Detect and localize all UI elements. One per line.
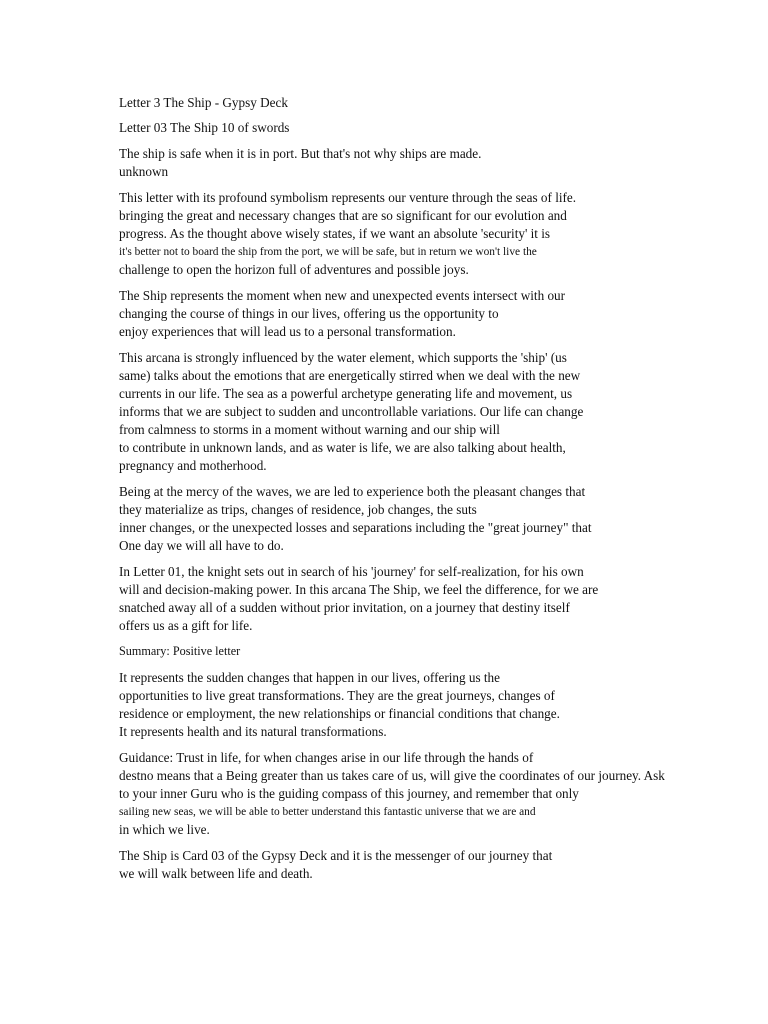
paragraph-line: from calmness to storms in a moment without warning and our ship will <box>119 422 500 437</box>
paragraph-line: It represents the sudden changes that happen in our lives, offering us the <box>119 670 500 685</box>
paragraph-line: bringing the great and necessary changes that are so significant for our evolution and <box>119 208 567 223</box>
document-body <box>119 95 759 891</box>
paragraph-line: will and decision-making power. In this arcana The Ship, we feel the difference, for we are <box>119 582 599 597</box>
paragraph-3 <box>119 349 759 475</box>
paragraph-line: changing the course of things in our lives, offering us the opportunity to <box>119 306 499 321</box>
summary-line: Summary: Positive letter <box>119 644 241 658</box>
paragraph-line: The Ship is Card 03 of the Gypsy Deck and it is the messenger of our journey that <box>119 848 553 863</box>
paragraph-line: destno means that a Being greater than us takes care of us, will give the coordinates of our journey. Ask <box>119 768 665 783</box>
paragraph-line: residence or employment, the new relationships or financial conditions that change. <box>119 706 560 721</box>
paragraph-line: currents in our life. The sea as a powerful archetype generating life and movement, us <box>119 386 573 401</box>
document-title: Letter 3 The Ship - Gypsy Deck <box>119 95 288 110</box>
paragraph-line: This arcana is strongly influenced by the water element, which supports the 'ship' (us <box>119 350 567 365</box>
paragraph-line: opportunities to live great transformations. They are the great journeys, changes of <box>119 688 555 703</box>
paragraph-7 <box>119 749 759 839</box>
paragraph-line: in which we live. <box>119 822 210 837</box>
paragraph-line: to your inner Guru who is the guiding compass of this journey, and remember that only <box>119 786 579 801</box>
paragraph-line: to contribute in unknown lands, and as water is life, we are also talking about health, <box>119 440 566 455</box>
paragraph-line: they materialize as trips, changes of residence, job changes, the suts <box>119 502 477 517</box>
paragraph-line: Guidance: Trust in life, for when changes arise in our life through the hands of <box>119 750 534 765</box>
paragraph-line: we will walk between life and death. <box>119 866 313 881</box>
document-subtitle: Letter 03 The Ship 10 of swords <box>119 120 290 135</box>
paragraph-8 <box>119 847 759 883</box>
quote-author: unknown <box>119 164 169 179</box>
paragraph-line: informs that we are subject to sudden and uncontrollable variations. Our life can change <box>119 404 584 419</box>
quote-paragraph <box>119 145 759 181</box>
paragraph-line: One day we will all have to do. <box>119 538 284 553</box>
paragraph-4 <box>119 483 759 555</box>
paragraph-line: same) talks about the emotions that are energetically stirred when we deal with the new <box>119 368 581 383</box>
quote-line: The ship is safe when it is in port. But that's not why ships are made. <box>119 146 482 161</box>
paragraph-line: offers us as a gift for life. <box>119 618 253 633</box>
paragraph-line: enjoy experiences that will lead us to a personal transformation. <box>119 324 456 339</box>
paragraph-line: pregnancy and motherhood. <box>119 458 267 473</box>
paragraph-line: sailing new seas, we will be able to better understand this fantastic universe that we are and <box>119 806 536 818</box>
paragraph-2 <box>119 287 759 341</box>
paragraph-5 <box>119 563 759 635</box>
paragraph-line: progress. As the thought above wisely states, if we want an absolute 'security' it is <box>119 226 551 241</box>
paragraph-line: In Letter 01, the knight sets out in search of his 'journey' for self-realization, for his own <box>119 564 584 579</box>
paragraph-line: Being at the mercy of the waves, we are led to experience both the pleasant changes that <box>119 484 586 499</box>
paragraph-6 <box>119 669 759 741</box>
paragraph-1 <box>119 189 759 279</box>
paragraph-line: It represents health and its natural transformations. <box>119 724 387 739</box>
paragraph-line: challenge to open the horizon full of adventures and possible joys. <box>119 262 469 277</box>
paragraph-line: inner changes, or the unexpected losses and separations including the "great journey" that <box>119 520 592 535</box>
paragraph-line: snatched away all of a sudden without prior invitation, on a journey that destiny itself <box>119 600 570 615</box>
paragraph-line: The Ship represents the moment when new and unexpected events intersect with our <box>119 288 566 303</box>
paragraph-line: This letter with its profound symbolism represents our venture through the seas of life. <box>119 190 577 205</box>
paragraph-line: it's better not to board the ship from the port, we will be safe, but in return we won't live the <box>119 246 537 258</box>
